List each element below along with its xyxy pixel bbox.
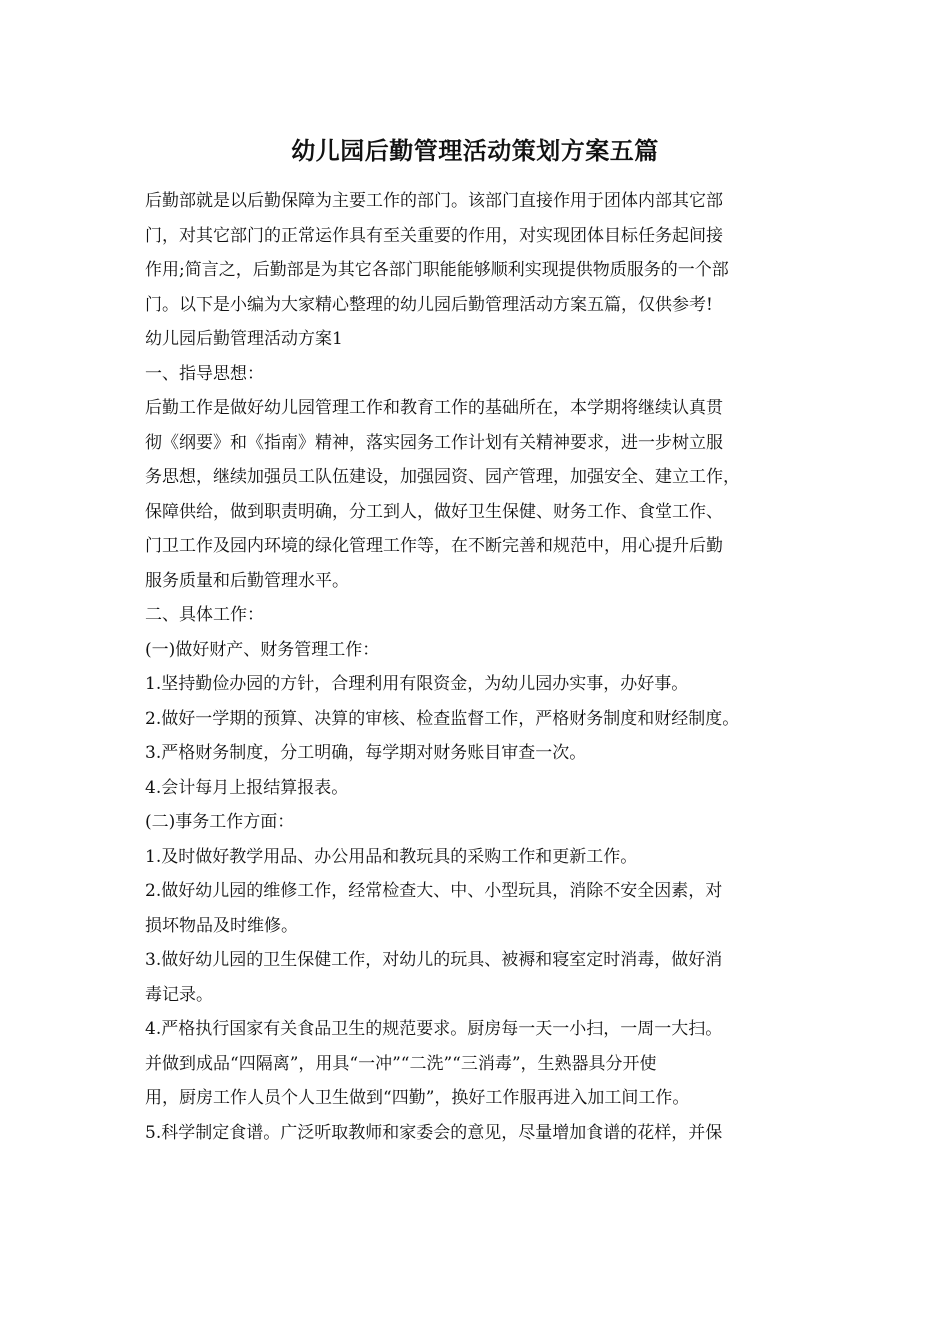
section-heading: 一、指导思想： <box>145 363 264 384</box>
text-line: 损坏物品及时维修。 <box>145 915 298 936</box>
text-line: 门卫工作及园内环境的绿化管理工作等，在不断完善和规范中，用心提升后勤 <box>145 536 723 556</box>
text-line: 门。以下是小编为大家精心整理的幼儿园后勤管理活动方案五篇，仅供参考! <box>145 294 713 315</box>
text-line: 作用;简言之，后勤部是为其它各部门职能能够顺利实现提供物质服务的一个部 <box>145 260 729 280</box>
section-heading: 二、具体工作： <box>145 605 264 625</box>
text-line: 用，厨房工作人员个人卫生做到“四勤”，换好工作服再进入加工间工作。 <box>145 1088 690 1108</box>
text-line: 保障供给，做到职责明确，分工到人，做好卫生保健、财务工作、食堂工作、 <box>145 501 723 522</box>
text-line: 后勤部就是以后勤保障为主要工作的部门。该部门直接作用于团体内部其它部 <box>145 191 723 211</box>
list-item: 3.严格财务制度，分工明确，每学期对财务账目审查一次。 <box>145 743 587 763</box>
subsection-heading: (一)做好财产、财务管理工作： <box>145 639 380 660</box>
text-line: 并做到成品“四隔离”，用具“一冲”“二洗”“三消毒”，生熟器具分开使 <box>145 1053 657 1074</box>
document-title: 幼儿园后勤管理活动策划方案五篇 <box>291 136 659 165</box>
list-item: 1.及时做好教学用品、办公用品和教玩具的采购工作和更新工作。 <box>145 846 638 867</box>
document-body <box>145 184 825 1150</box>
list-item: 2.做好幼儿园的维修工作，经常检查大、中、小型玩具，消除不安全因素，对 <box>145 881 723 901</box>
subsection-heading: (二)事务工作方面： <box>145 812 295 832</box>
list-item: 4.严格执行国家有关食品卫生的规范要求。厨房每一天一小扫，一周一大扫。 <box>145 1019 723 1039</box>
list-item: 5.科学制定食谱。广泛听取教师和家委会的意见，尽量增加食谱的花样，并保 <box>145 1122 723 1143</box>
section-heading: 幼儿园后勤管理活动方案1 <box>145 329 343 349</box>
text-line: 务思想，继续加强员工队伍建设，加强园资、园产管理，加强安全、建立工作， <box>145 467 740 487</box>
text-line: 彻《纲要》和《指南》精神，落实园务工作计划有关精神要求，进一步树立服 <box>145 432 723 453</box>
list-item: 3.做好幼儿园的卫生保健工作，对幼儿的玩具、被褥和寝室定时消毒，做好消 <box>145 950 723 970</box>
text-line: 毒记录。 <box>145 984 213 1005</box>
text-line: 服务质量和后勤管理水平。 <box>145 570 349 591</box>
text-line: 门，对其它部门的正常运作具有至关重要的作用，对实现团体目标任务起间接 <box>145 225 723 246</box>
list-item: 4.会计每月上报结算报表。 <box>145 777 349 798</box>
list-item: 2.做好一学期的预算、决算的审核、检查监督工作，严格财务制度和财经制度。 <box>145 708 740 729</box>
text-line: 后勤工作是做好幼儿园管理工作和教育工作的基础所在，本学期将继续认真贯 <box>145 398 723 418</box>
list-item: 1.坚持勤俭办园的方针，合理利用有限资金，为幼儿园办实事，办好事。 <box>145 674 689 694</box>
